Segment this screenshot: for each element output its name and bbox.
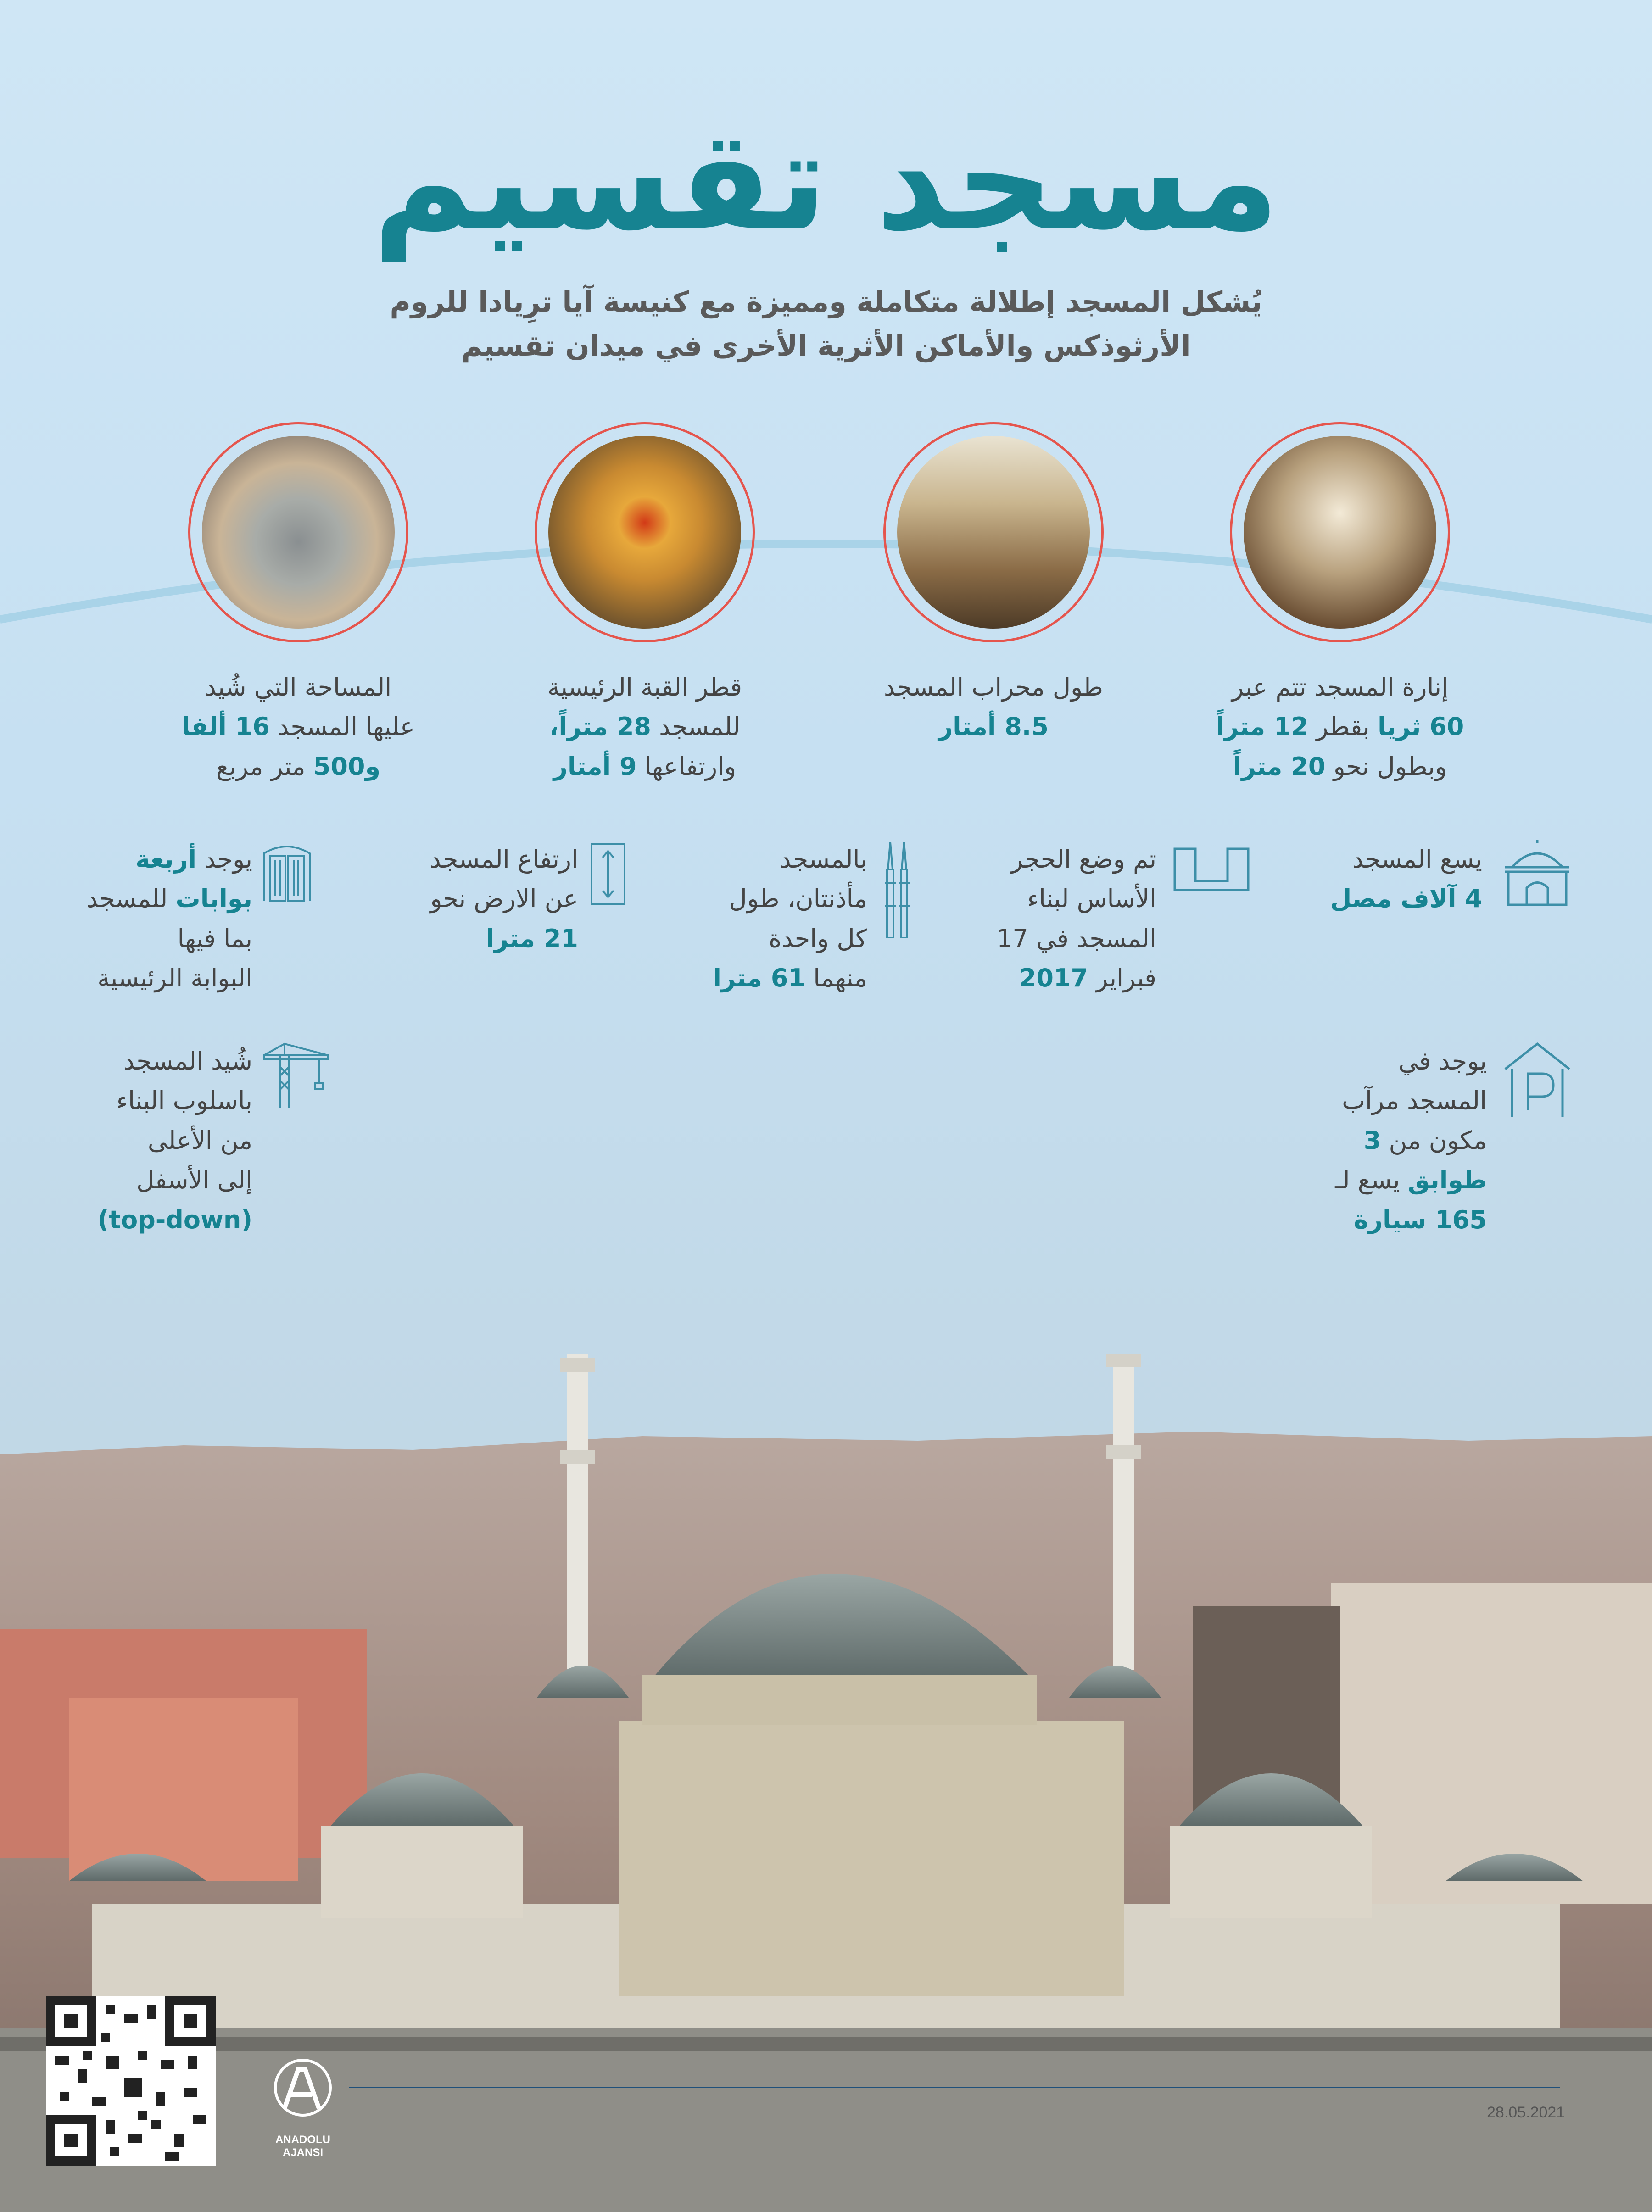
anadolu-logo-icon: [271, 2056, 335, 2124]
crane-icon: [262, 1042, 330, 1110]
caption-chandeliers: [1198, 668, 1482, 786]
fact-text: فبراير: [1088, 964, 1156, 993]
minarets-icon: [881, 842, 913, 938]
aerial-area-photo: [202, 436, 395, 629]
foundation-icon: [1172, 840, 1250, 895]
page-title: مسجد تقسيم: [372, 101, 1280, 261]
fact-line: بالمسجد: [780, 845, 867, 874]
caption-line: قطر القبة الرئيسية: [547, 673, 742, 702]
fact-line: يسع المسجد: [1352, 845, 1482, 874]
height-arrow-icon: [590, 842, 626, 906]
fact-text: للمسجد: [86, 884, 176, 914]
gate-icon: [262, 842, 312, 902]
parking-icon: [1503, 1042, 1572, 1120]
caption-bold: 9 أمتار: [553, 752, 637, 781]
fact-line: شُيد المسجد: [123, 1047, 252, 1075]
caption-text: وارتفاعها: [636, 752, 737, 781]
fact-text: يسع لـ: [1335, 1165, 1408, 1195]
fact-line: [46, 840, 252, 879]
caption-bold: 28 متراً،: [549, 712, 651, 741]
fact-foundation: [954, 840, 1156, 998]
fact-line: [1285, 1200, 1487, 1240]
subtitle-line-2: الأرثوذكس والأماكن الأثرية الأخرى في ميدان تقسيم: [461, 329, 1191, 363]
fact-bold: 3: [1363, 1126, 1381, 1155]
mosque-city-photo: [0, 1354, 1652, 2212]
fact-line: [46, 1200, 252, 1240]
caption-bold: 20 متراً: [1233, 752, 1326, 781]
fact-line: باسلوب البناء: [116, 1086, 252, 1115]
chandeliers-interior-photo: [1244, 436, 1436, 629]
qr-code[interactable]: [46, 1996, 216, 2166]
fact-text: مكون من: [1381, 1126, 1487, 1155]
caption-text: للمسجد: [651, 712, 741, 741]
subtitle-line-1: يُشكل المسجد إطلالة متكاملة ومميزة مع كنيسة آيا ترِيادا للروم: [390, 285, 1262, 318]
caption-line: المساحة التي شُيد: [205, 673, 392, 702]
caption-bold: و500: [313, 752, 381, 781]
caption-bold: 12 متراً: [1216, 712, 1309, 741]
fact-line: المسجد مرآب: [1342, 1086, 1487, 1115]
mosque-dome-icon: [1498, 840, 1576, 908]
fact-bold: 61 مترا: [713, 964, 806, 993]
caption-text: وبطول نحو: [1325, 752, 1447, 781]
caption-line: [502, 707, 787, 747]
subtitle: [275, 280, 1377, 368]
fact-construction: [46, 1042, 252, 1240]
caption-line: إنارة المسجد تتم عبر: [1232, 673, 1448, 702]
caption-line: [851, 707, 1136, 747]
fact-minarets: [665, 840, 867, 998]
fact-text: منهما: [805, 964, 867, 993]
fact-line: تم وضع الحجر: [1011, 845, 1156, 874]
main-dome-photo: [548, 436, 741, 629]
fact-bold: (top-down): [97, 1205, 252, 1234]
agency-name: ANADOLU AJANSI: [275, 2134, 330, 2159]
publish-date: 28.05.2021: [1487, 2104, 1565, 2121]
fact-line: عن الارض نحو: [430, 884, 578, 914]
fact-bold: 4 آلاف مصل: [1330, 884, 1482, 914]
caption-text: عليها المسجد: [269, 712, 415, 741]
mihrab-photo: [897, 436, 1090, 629]
caption-line: [1198, 747, 1482, 786]
fact-line: [46, 879, 252, 919]
caption-bold: 60 ثريا: [1377, 712, 1464, 741]
caption-dome: [502, 668, 787, 786]
caption-line: [502, 747, 787, 786]
fact-line: البوابة الرئيسية: [97, 964, 252, 993]
fact-line: ارتفاع المسجد: [430, 845, 578, 874]
caption-bold: 16 ألفا: [181, 712, 270, 741]
caption-line: طول محراب المسجد: [884, 673, 1103, 702]
mihrab-photo-circle: [883, 422, 1104, 642]
fact-bold: 21 مترا: [486, 924, 578, 953]
fact-bold: أربعة: [135, 845, 197, 874]
fact-line: [1294, 879, 1482, 919]
fact-line: [954, 958, 1156, 998]
fact-height: [376, 840, 578, 958]
fact-bold: بوابات: [175, 884, 252, 914]
fact-line: كل واحدة: [769, 924, 867, 953]
caption-text: بقطر: [1308, 712, 1378, 741]
fact-capacity: [1294, 840, 1482, 919]
qr-pattern-icon: [46, 1996, 216, 2166]
aerial-photo-circle: [188, 422, 408, 642]
caption-line: [156, 707, 441, 747]
caption-text: متر مربع: [216, 752, 313, 781]
fact-line: [1285, 1160, 1487, 1200]
footer-divider: [349, 2087, 1560, 2088]
fact-bold: 165 سيارة: [1354, 1205, 1487, 1234]
fact-line: من الأعلى: [147, 1126, 252, 1155]
dome-photo-circle: [535, 422, 755, 642]
fact-line: [376, 919, 578, 958]
fact-line: يوجد في: [1398, 1047, 1487, 1075]
fact-line: إلى الأسفل: [136, 1165, 252, 1195]
fact-line: المسجد في 17: [997, 924, 1156, 953]
fact-line: مأذنتان، طول: [729, 884, 867, 914]
fact-parking: [1285, 1042, 1487, 1240]
caption-line: [156, 747, 441, 786]
fact-line: بما فيها: [177, 924, 252, 953]
fact-line: [665, 958, 867, 998]
fact-bold: طوابق: [1407, 1165, 1487, 1195]
fact-gates: [46, 840, 252, 998]
fact-bold: 2017: [1019, 964, 1088, 993]
fact-line: الأساس لبناء: [1027, 884, 1156, 914]
chandeliers-photo-circle: [1230, 422, 1450, 642]
caption-mihrab: [851, 668, 1136, 747]
caption-bold: 8.5 أمتار: [938, 712, 1049, 741]
fact-line: [1285, 1121, 1487, 1160]
caption-area: [156, 668, 441, 786]
fact-text: يوجد: [196, 845, 252, 874]
caption-line: [1198, 707, 1482, 747]
